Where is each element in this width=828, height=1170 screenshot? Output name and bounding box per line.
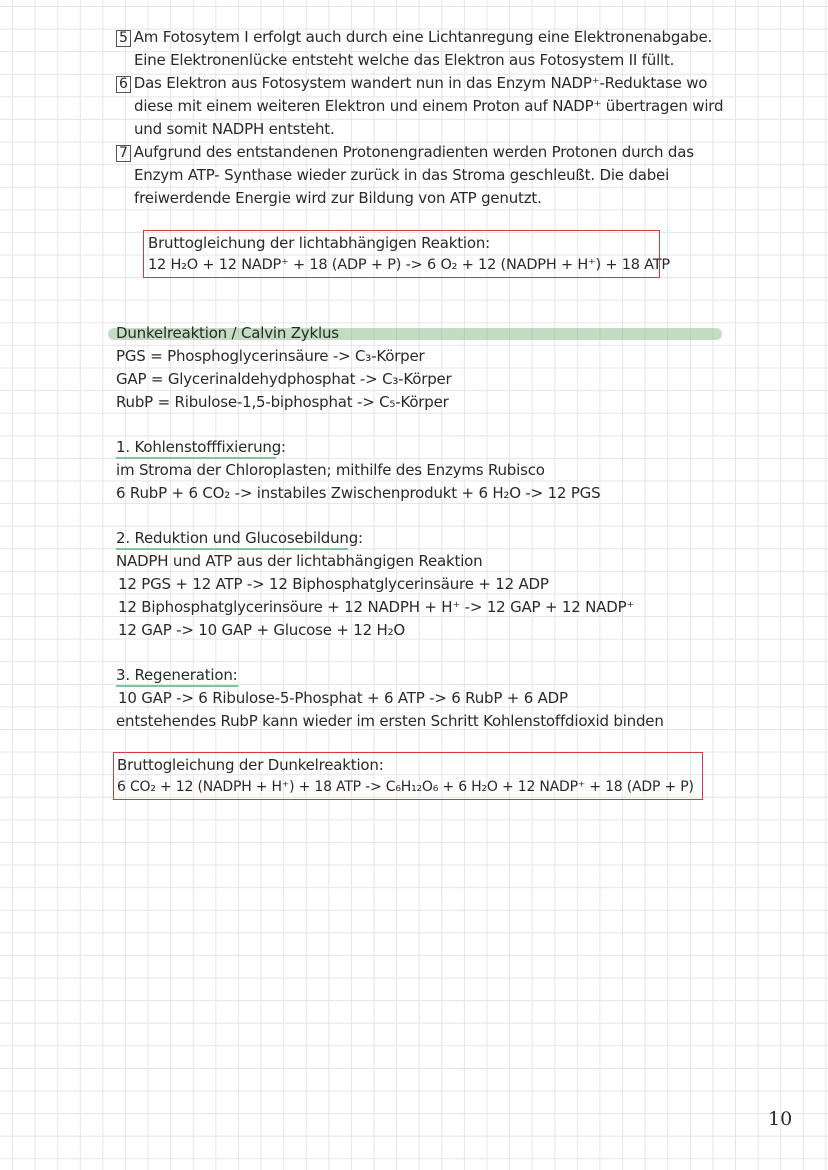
step-6-number: 6 xyxy=(116,76,131,93)
definition-rubp: RubP = Ribulose-1,5-biphosphat -> C₅-Körper xyxy=(116,393,449,411)
definition-pgs: PGS = Phosphoglycerinsäure -> C₃-Körper xyxy=(116,347,425,365)
reduction-line-1: NADPH und ATP aus der lichtabhängigen Reaktion xyxy=(116,552,483,570)
definition-gap: GAP = Glycerinaldehydphosphat -> C₃-Körper xyxy=(116,370,452,388)
reduction-line-3: 12 Biphosphatglycerinsöure + 12 NADPH + H⁺ -> 12 GAP + 12 NADP⁺ xyxy=(118,598,635,616)
step-6-line-2: diese mit einem weiteren Elektron und einem Proton auf NADP⁺ übertragen wird xyxy=(134,97,724,115)
step-5-number: 5 xyxy=(116,30,131,47)
regeneration-line-2: entstehendes RubP kann wieder im ersten Schritt Kohlenstoffdioxid binden xyxy=(116,712,664,730)
light-reaction-summary-equation: 12 H₂O + 12 NADP⁺ + 18 (ADP + P) -> 6 O₂ + 12 (NADPH + H⁺) + 18 ATP xyxy=(148,257,670,273)
dark-reaction-summary-title: Bruttogleichung der Dunkelreaktion: xyxy=(117,756,384,774)
step-5-line-2: Eine Elektronenlücke entsteht welche das Elektron aus Fotosystem II füllt. xyxy=(134,51,675,69)
step-6-line-1: 6 Das Elektron aus Fotosystem wandert nun in das Enzym NADP⁺-Reduktase wo xyxy=(116,72,707,94)
page-number: 10 xyxy=(768,1108,793,1130)
carbon-fixation-line-2: 6 RubP + 6 CO₂ -> instabiles Zwischenprodukt + 6 H₂O -> 12 PGS xyxy=(116,484,601,502)
reduction-line-2: 12 PGS + 12 ATP -> 12 Biphosphatglycerinsäure + 12 ADP xyxy=(118,575,549,593)
regeneration-line-1: 10 GAP -> 6 Ribulose-5-Phosphat + 6 ATP -> 6 RubP + 6 ADP xyxy=(118,689,568,707)
calvin-cycle-heading: Dunkelreaktion / Calvin Zyklus xyxy=(116,324,339,342)
step-6-line-3: und somit NADPH entsteht. xyxy=(134,120,335,138)
step-5-line-1: 5 Am Fotosytem I erfolgt auch durch eine Lichtanregung eine Elektronenabgabe. xyxy=(116,26,712,48)
step-7-number: 7 xyxy=(116,145,131,162)
carbon-fixation-heading: 1. Kohlenstofffixierung: xyxy=(116,438,286,456)
reduction-line-4: 12 GAP -> 10 GAP + Glucose + 12 H₂O xyxy=(118,621,406,639)
reduction-heading: 2. Reduktion und Glucosebildung: xyxy=(116,529,363,547)
light-reaction-summary-title: Bruttogleichung der lichtabhängigen Reaktion: xyxy=(148,234,490,252)
carbon-fixation-line-1: im Stroma der Chloroplasten; mithilfe des Enzyms Rubisco xyxy=(116,461,545,479)
step-7-line-3: freiwerdende Energie wird zur Bildung von ATP genutzt. xyxy=(134,189,542,207)
dark-reaction-summary-equation: 6 CO₂ + 12 (NADPH + H⁺) + 18 ATP -> C₆H₁₂O₆ + 6 H₂O + 12 NADP⁺ + 18 (ADP + P) xyxy=(117,779,694,795)
step-7-line-1: 7 Aufgrund des entstandenen Protonengradienten werden Protonen durch das xyxy=(116,141,694,163)
regeneration-heading: 3. Regeneration: xyxy=(116,666,238,684)
step-7-line-2: Enzym ATP- Synthase wieder zurück in das Stroma geschleußt. Die dabei xyxy=(134,166,670,184)
